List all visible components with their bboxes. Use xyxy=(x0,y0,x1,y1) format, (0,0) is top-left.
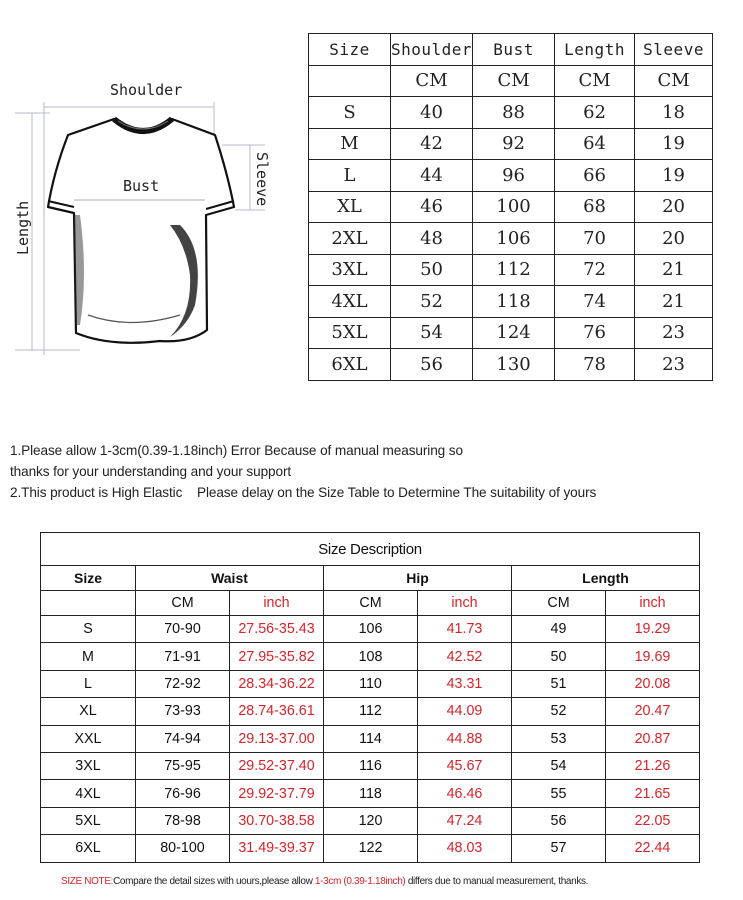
value-cell: 31.49-39.37 xyxy=(230,835,324,862)
value-cell: 88 xyxy=(473,97,555,129)
value-cell: 22.05 xyxy=(606,807,700,834)
unit-cell xyxy=(41,591,136,616)
size-note xyxy=(61,876,588,887)
value-cell: 29.52-37.40 xyxy=(230,752,324,779)
value-cell: 130 xyxy=(473,349,555,381)
value-cell: 29.13-37.00 xyxy=(230,725,324,752)
size-cell: S xyxy=(41,616,136,643)
value-cell: 42 xyxy=(391,128,473,160)
value-cell: 70 xyxy=(555,223,635,255)
table-row xyxy=(309,97,713,129)
size-cell: M xyxy=(41,643,136,670)
value-cell: 20 xyxy=(635,191,713,223)
table-row xyxy=(309,317,713,349)
value-cell: 20.47 xyxy=(606,698,700,725)
size-description-title: Size Description xyxy=(41,533,700,566)
tshirt-measurement-diagram xyxy=(10,75,300,375)
value-cell: 62 xyxy=(555,97,635,129)
unit-cell: CM xyxy=(512,591,606,616)
column-header: Sleeve xyxy=(635,34,713,66)
value-cell: 56 xyxy=(512,807,606,834)
size-cell: L xyxy=(309,160,391,192)
value-cell: 64 xyxy=(555,128,635,160)
group-header: Length xyxy=(512,566,700,591)
size-cell: 6XL xyxy=(41,835,136,862)
table-row xyxy=(41,725,700,752)
length-label: Length xyxy=(14,200,32,255)
group-header-row xyxy=(41,566,700,591)
value-cell: 19 xyxy=(635,128,713,160)
value-cell: 74-94 xyxy=(136,725,230,752)
value-cell: 46 xyxy=(391,191,473,223)
table-row xyxy=(309,65,713,97)
table-row xyxy=(41,807,700,834)
table-row xyxy=(309,128,713,160)
group-header: Hip xyxy=(324,566,512,591)
unit-cell: inch xyxy=(230,591,324,616)
table-row xyxy=(41,616,700,643)
value-cell: 30.70-38.58 xyxy=(230,807,324,834)
value-cell: 74 xyxy=(555,286,635,318)
table-row xyxy=(41,780,700,807)
value-cell: 56 xyxy=(391,349,473,381)
value-cell: 114 xyxy=(324,725,418,752)
column-header: Bust xyxy=(473,34,555,66)
unit-cell: CM xyxy=(555,65,635,97)
value-cell: 51 xyxy=(512,670,606,697)
size-cell: 3XL xyxy=(309,254,391,286)
value-cell: 108 xyxy=(324,643,418,670)
size-cell: 3XL xyxy=(41,752,136,779)
value-cell: 57 xyxy=(512,835,606,862)
value-cell: 20.08 xyxy=(606,670,700,697)
value-cell: 52 xyxy=(391,286,473,318)
value-cell: 44.88 xyxy=(418,725,512,752)
value-cell: 21.65 xyxy=(606,780,700,807)
value-cell: 27.95-35.82 xyxy=(230,643,324,670)
table-row xyxy=(41,591,700,616)
size-cell: S xyxy=(309,97,391,129)
value-cell: 75-95 xyxy=(136,752,230,779)
column-header: Shoulder xyxy=(391,34,473,66)
bust-label: Bust xyxy=(123,177,160,195)
unit-cell: CM xyxy=(391,65,473,97)
table-row xyxy=(41,752,700,779)
value-cell: 76 xyxy=(555,317,635,349)
value-cell: 21 xyxy=(635,254,713,286)
value-cell: 112 xyxy=(473,254,555,286)
table-row xyxy=(309,286,713,318)
value-cell: 47.24 xyxy=(418,807,512,834)
table-row xyxy=(309,223,713,255)
value-cell: 19 xyxy=(635,160,713,192)
group-header: Size xyxy=(41,566,136,591)
value-cell: 48 xyxy=(391,223,473,255)
value-cell: 96 xyxy=(473,160,555,192)
unit-cell: CM xyxy=(473,65,555,97)
value-cell: 68 xyxy=(555,191,635,223)
note-line: 2.This product is High Elastic Please delay on the Size Table to Determine The suitability of yours xyxy=(10,485,597,500)
size-cell: 2XL xyxy=(309,223,391,255)
value-cell: 78-98 xyxy=(136,807,230,834)
value-cell: 21.26 xyxy=(606,752,700,779)
table-row xyxy=(41,670,700,697)
table-row xyxy=(41,643,700,670)
value-cell: 92 xyxy=(473,128,555,160)
value-cell: 22.44 xyxy=(606,835,700,862)
value-cell: 42.52 xyxy=(418,643,512,670)
table-row xyxy=(309,349,713,381)
measurement-notes xyxy=(10,440,730,503)
value-cell: 72 xyxy=(555,254,635,286)
value-cell: 116 xyxy=(324,752,418,779)
unit-cell: CM xyxy=(136,591,230,616)
shoulder-label: Shoulder xyxy=(110,81,183,99)
value-cell: 20.87 xyxy=(606,725,700,752)
value-cell: 49 xyxy=(512,616,606,643)
size-cell: XL xyxy=(41,698,136,725)
unit-cell xyxy=(309,65,391,97)
size-note-highlight: 1-3cm (0.39-1.18inch) xyxy=(314,876,406,887)
value-cell: 71-91 xyxy=(136,643,230,670)
value-cell: 112 xyxy=(324,698,418,725)
value-cell: 66 xyxy=(555,160,635,192)
value-cell: 120 xyxy=(324,807,418,834)
size-cell: M xyxy=(309,128,391,160)
table-row xyxy=(309,191,713,223)
value-cell: 118 xyxy=(324,780,418,807)
value-cell: 23 xyxy=(635,317,713,349)
value-cell: 43.31 xyxy=(418,670,512,697)
value-cell: 44.09 xyxy=(418,698,512,725)
unit-cell: inch xyxy=(606,591,700,616)
value-cell: 106 xyxy=(473,223,555,255)
size-cell: XXL xyxy=(41,725,136,752)
table-row xyxy=(309,254,713,286)
size-cell: 5XL xyxy=(309,317,391,349)
table-row xyxy=(41,698,700,725)
value-cell: 55 xyxy=(512,780,606,807)
value-cell: 50 xyxy=(391,254,473,286)
size-note-text-end: differs due to manual measurement, thanks. xyxy=(405,876,589,887)
value-cell: 44 xyxy=(391,160,473,192)
value-cell: 52 xyxy=(512,698,606,725)
size-cell: L xyxy=(41,670,136,697)
value-cell: 45.67 xyxy=(418,752,512,779)
value-cell: 27.56-35.43 xyxy=(230,616,324,643)
value-cell: 72-92 xyxy=(136,670,230,697)
value-cell: 41.73 xyxy=(418,616,512,643)
value-cell: 29.92-37.79 xyxy=(230,780,324,807)
value-cell: 122 xyxy=(324,835,418,862)
unit-cell: inch xyxy=(418,591,512,616)
size-cell: 4XL xyxy=(41,780,136,807)
value-cell: 20 xyxy=(635,223,713,255)
value-cell: 23 xyxy=(635,349,713,381)
value-cell: 106 xyxy=(324,616,418,643)
value-cell: 80-100 xyxy=(136,835,230,862)
size-cell: 5XL xyxy=(41,807,136,834)
size-description-table xyxy=(40,532,700,863)
value-cell: 19.69 xyxy=(606,643,700,670)
value-cell: 118 xyxy=(473,286,555,318)
size-note-text: Compare the detail sizes with uours,please allow xyxy=(113,876,315,887)
group-header: Waist xyxy=(136,566,324,591)
note-line: 1.Please allow 1-3cm(0.39-1.18inch) Error Because of manual measuring so xyxy=(10,443,463,458)
value-cell: 28.34-36.22 xyxy=(230,670,324,697)
value-cell: 54 xyxy=(391,317,473,349)
unit-cell: CM xyxy=(635,65,713,97)
note-line: thanks for your understanding and your support xyxy=(10,464,292,479)
size-note-label: SIZE NOTE: xyxy=(61,876,114,887)
column-header: Size xyxy=(309,34,391,66)
value-cell: 73-93 xyxy=(136,698,230,725)
size-cell: 6XL xyxy=(309,349,391,381)
value-cell: 19.29 xyxy=(606,616,700,643)
table-row xyxy=(309,34,713,66)
value-cell: 21 xyxy=(635,286,713,318)
value-cell: 18 xyxy=(635,97,713,129)
table-row xyxy=(41,835,700,862)
unit-cell: CM xyxy=(324,591,418,616)
value-cell: 50 xyxy=(512,643,606,670)
table-row xyxy=(309,160,713,192)
value-cell: 54 xyxy=(512,752,606,779)
value-cell: 110 xyxy=(324,670,418,697)
value-cell: 70-90 xyxy=(136,616,230,643)
sleeve-label: Sleeve xyxy=(253,152,271,207)
value-cell: 28.74-36.61 xyxy=(230,698,324,725)
value-cell: 40 xyxy=(391,97,473,129)
top-size-table xyxy=(308,33,713,381)
value-cell: 76-96 xyxy=(136,780,230,807)
column-header: Length xyxy=(555,34,635,66)
value-cell: 100 xyxy=(473,191,555,223)
size-cell: XL xyxy=(309,191,391,223)
value-cell: 53 xyxy=(512,725,606,752)
value-cell: 46.46 xyxy=(418,780,512,807)
value-cell: 78 xyxy=(555,349,635,381)
value-cell: 124 xyxy=(473,317,555,349)
size-cell: 4XL xyxy=(309,286,391,318)
value-cell: 48.03 xyxy=(418,835,512,862)
